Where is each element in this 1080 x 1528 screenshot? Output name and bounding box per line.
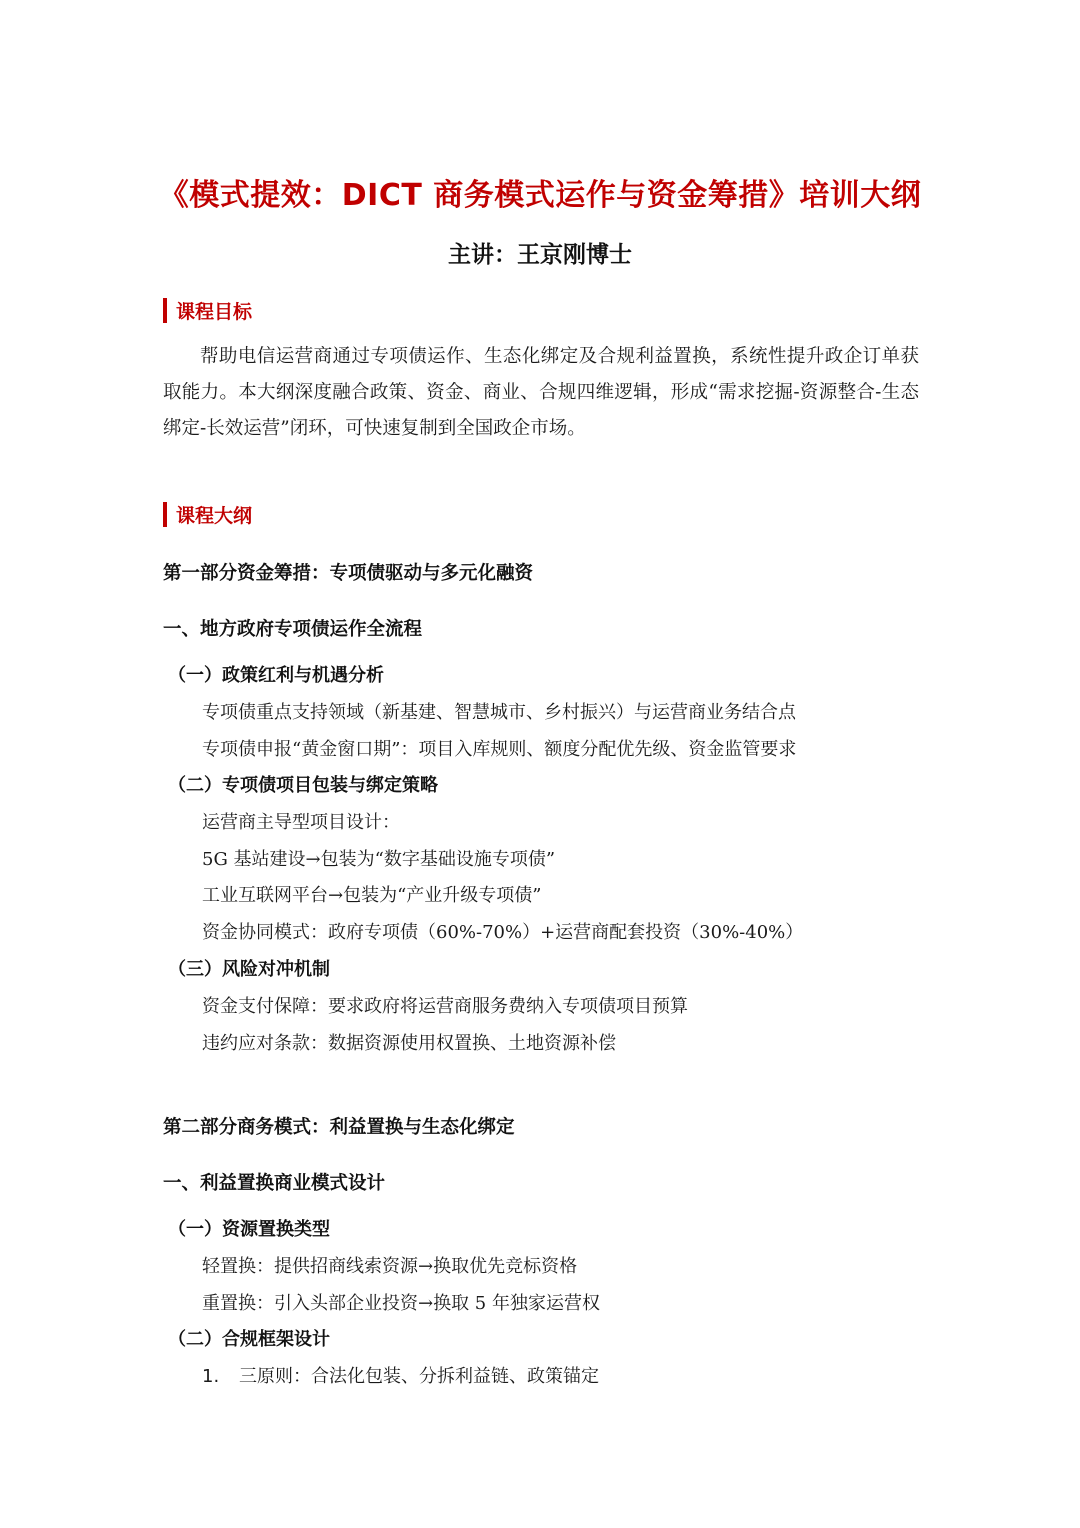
list-item-text: 三原则：合法化包装、分拆利益链、政策锚定 — [239, 1366, 599, 1387]
part-heading: 第一部分资金筹措：专项债驱动与多元化融资 — [163, 563, 534, 584]
list-item: 重置换：引入头部企业投资→换取 5 年独家运营权 — [202, 1293, 600, 1314]
list-item: 轻置换：提供招商线索资源→换取优先竞标资格 — [202, 1256, 578, 1277]
list-item: 专项债重点支持领域（新基建、智慧城市、乡村振兴）与运营商业务结合点 — [202, 702, 796, 723]
list-item: 5G 基站建设→包装为“数字基础设施专项债” — [202, 849, 556, 870]
document-subtitle: 主讲：王京刚博士 — [448, 242, 632, 268]
list-item: 运营商主导型项目设计： — [202, 812, 400, 833]
list-item: 专项债申报“黄金窗口期”：项目入库规则、额度分配优先级、资金监管要求 — [202, 739, 797, 760]
numbered-item — [202, 1362, 599, 1388]
sub-heading: （一）政策红利与机遇分析 — [168, 665, 384, 686]
section-heading-objective — [163, 297, 252, 323]
list-number: 1. — [202, 1366, 220, 1387]
part-heading: 第二部分商务模式：利益置换与生态化绑定 — [163, 1117, 515, 1138]
list-item: 资金协同模式：政府专项债（60%-70%）+运营商配套投资（30%-40%） — [202, 922, 804, 943]
section-marker-bar — [163, 502, 167, 527]
chapter-heading: 一、地方政府专项债运作全流程 — [163, 619, 423, 640]
sub-heading: （二）专项债项目包装与绑定策略 — [168, 775, 438, 796]
sub-heading: （三）风险对冲机制 — [168, 959, 330, 980]
sub-heading: （一）资源置换类型 — [168, 1219, 330, 1240]
section-heading-label: 课程大纲 — [176, 504, 253, 527]
section-heading-label: 课程目标 — [176, 300, 253, 323]
list-item: 违约应对条款：数据资源使用权置换、土地资源补偿 — [202, 1033, 616, 1054]
list-item: 资金支付保障：要求政府将运营商服务费纳入专项债项目预算 — [202, 996, 688, 1017]
list-item: 工业互联网平台→包装为“产业升级专项债” — [202, 885, 542, 906]
section-marker-bar — [163, 298, 167, 323]
section-heading-outline — [163, 501, 252, 527]
sub-heading: （二）合规框架设计 — [168, 1329, 330, 1350]
chapter-heading: 一、利益置换商业模式设计 — [163, 1173, 386, 1194]
objective-paragraph: 帮助电信运营商通过专项债运作、生态化绑定及合规利益置换，系统性提升政企订单获取能力。本大纲深度融合政策、资金、商业、合规四维逻辑，形成“需求挖掘-资源整合-生态绑定-长效运营”闭环，可快速复制到全国政企市场。 — [163, 346, 919, 439]
document-title: 《模式提效：DICT 商务模式运作与资金筹措》培训大纲 — [158, 178, 922, 213]
